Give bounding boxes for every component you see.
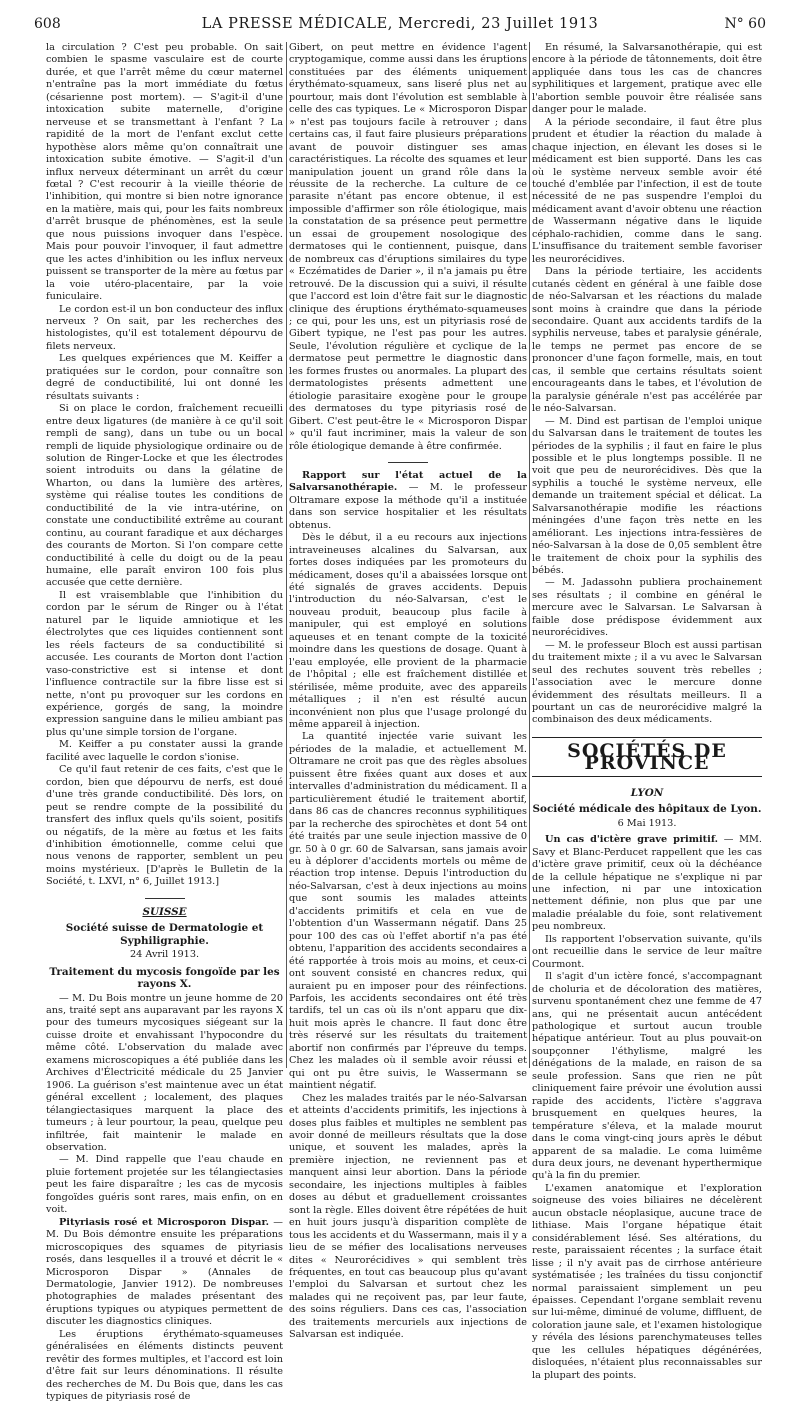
- separator-rule: [145, 898, 185, 899]
- column-2: [289, 42, 527, 1341]
- paragraph-text: — M. le professeur Oltramare expose la méthode qu'il a instituée dans son service hospitalier et les résultats obtenus.: [289, 482, 527, 531]
- session-date: 24 Avril 1913.: [129, 949, 200, 961]
- journal-title: LA PRESSE MÉDICALE, Mercredi, 23 Juillet 1913: [201, 16, 599, 32]
- article-title: Pityriasis rosé et Microsporon Dispar.: [59, 1216, 270, 1228]
- paragraph: Ils rapportent l'observation suivante, qu'ils ont recueillie dans le service de leur maître Courmont.: [532, 933, 762, 970]
- separator-rule: [388, 462, 428, 463]
- paragraph: [46, 1217, 283, 1329]
- article-title: Traitement du mycosis fongoïde par les rayons X.: [49, 965, 280, 991]
- paragraph: [289, 470, 527, 532]
- paragraph: Les éruptions érythémato-squameuses généralisées en éléments distincts peuvent revêtir des formes multiples, et l'accord est loin d'être fait sur leurs dénominations. Il résulte des recherches de M. Du Bois que, dans les cas typiques de pityriasis rosé de: [46, 1328, 283, 1403]
- society-heading: Société suisse de Dermatologie et Syphiligraphie.: [65, 922, 264, 947]
- paragraph: L'examen anatomique et l'exploration soigneuse des voies biliaires ne décelèrent aucun obstacle néoplasique, aucune trace de lithiase. Mais l'organe hépatique était considérablement lésé. Ses altérations, du reste, paraissaient récentes ; la surface était lisse ; il n'y avait pas de cirrhose antérieure systématisée ; les traînées du tissu conjonctif normal paraissaient simplement un peu épaisses. Cependant l'organe semblait revenu sur lui-même, diminué de volume, diffluent, de coloration jaune sale, et l'examen histologique y révéla des lésions parenchymateuses telles que les cellules hépatiques dégénérées, disloquées, n'étaient plus reconnaissables sur la plupart des points.: [532, 1182, 762, 1381]
- issue-number: N° 60: [724, 16, 766, 32]
- column-3: [532, 42, 763, 1381]
- paragraph: Dans la période tertiaire, les accidents cutanés cèdent en général à une faible dose de néo-Salvarsan et les réactions du malade sont moins à craindre que dans la période secondaire. Quant aux accidents tardifs de la syphilis nerveuse, tabes et paralysie générale, le temps ne permet pas encore de se prononcer d'une façon formelle, mais, en tout cas, il semble que certains résultats soient encourageants dans le tabes, et l'évolution de la paralysie générale n'est pas accélérée par le néo-Salvarsan.: [532, 266, 762, 415]
- paragraph: M. Keiffer a pu constater aussi la grande facilité avec laquelle le cordon s'ionise.: [46, 739, 283, 763]
- paragraph: [532, 834, 762, 934]
- paragraph: Il s'agit d'un ictère foncé, s'accompagnant de choluria et de décoloration des matières, survenu spontanément chez une femme de 47 ans, qui ne présentait aucun antécédent pathologique et surtout aucun trouble hépatique antérieur. Tout au plus pouvait-on soupçonner l'éthylisme, malgré les dénégations de la malade, en raison de sa seule profession. Sans que rien ne pût cliniquement faire prévoir une évolution aussi rapide des accidents, l'ictère s'aggrava brusquement en quelques heures, la température s'éleva, et la malade mourut dans le coma vingt-cinq jours après le début apparent de sa maladie. Le coma luimême dura deux jours, ne devenant hyperthermique qu'à la fin du premier.: [532, 971, 762, 1182]
- paragraph: Dès le début, il a eu recours aux injections intraveineuses alcalines du Salvarsan, aux fortes doses indiquées par les promoteurs du médicament, doses qu'il a abaissées lorsque ont été signalés de graves accidents. Depuis l'introduction du néo-Salvarsan, c'est le nouveau produit, beaucoup plus facile à manipuler, qui est employé en solutions aqueuses et en tenant compte de la toxicité moindre dans les questions de dosage. Quant à l'eau employée, elle provient de la pharmacie de l'hôpital ; elle est fraîchement distillée et stérilisée, même produite, avec des appareils métalliques ; il n'en est résulté aucun inconvénient non plus que l'usage prolongé du même appareil à injection.: [289, 532, 527, 731]
- paragraph: Les quelques expériences que M. Keiffer a pratiquées sur le cordon, pour connaître son degré de conductibilité, lui ont donné les résultats suivants :: [46, 353, 283, 402]
- paragraph: Si on place le cordon, fraîchement recueilli entre deux ligatures (de manière à ce qu'il soit rempli de sang), dans un tube ou un bocal rempli de liquide physiologique ordinaire ou de solution de Ringer-Locke et que les électrodes soient introduits ou dans la gélatine de Wharton, ou dans la lumière des artères, système qui réalise toutes les conditions de conductibilité de la vie intra-utérine, on constate une conductibilité extrême au courant continu, au courant faradique et aux décharges des courants de Morton. Si l'on compare cette conductibilité à celle du doigt ou de la peau humaine, elle paraît environ 100 fois plus accusée que cette dernière.: [46, 403, 283, 589]
- paragraph: — M. Dind rappelle que l'eau chaude en pluie fortement projetée sur les télangiectasies peut les faire disparaître ; les cas de mycosis fongoïdes guéris sont rares, mais enfin, on en voit.: [46, 1154, 283, 1216]
- session-date: 6 Mai 1913.: [617, 817, 677, 829]
- paragraph-text: — MM. Savy et Blanc-Perducet rappellent que les cas d'ictère grave primitif, ceux où la déchéance de la cellule hépatique ne s'explique ni par une infection, ni par une intoxication nettement définie, non plus que par une maladie préalable du foie, sont relativement peu nombreux.: [532, 834, 763, 933]
- paragraph: Le cordon est-il un bon conducteur des influx nerveux ? On sait, par les recherches des histologistes, qu'il est totalement dépourvu de filets nerveux.: [46, 303, 283, 352]
- paragraph: Ce qu'il faut retenir de ces faits, c'est que le cordon, bien que dépourvu de nerfs, est doué d'une très grande conductibilité. Dès lors, on peut se rendre compte de la possibilité du transfert des influx quels qu'ils soient, positifs ou négatifs, de la mère au fœtus et les faits d'inhibition émotionnelle, comme celui que nous venons de rapporter, semblent un peu moins mystérieux. [D'après le Bulletin de la Société, t. LXVI, n° 6, Juillet 1913.]: [46, 764, 283, 888]
- section-banner: SOCIÉTÉS DE PROVINCE: [532, 737, 762, 777]
- page-number: 608: [34, 16, 61, 32]
- article-title: Rapport sur l'état actuel de la Salvarsanothérapie.: [289, 469, 527, 494]
- paragraph: — M. Jadassohn publiera prochainement ses résultats ; il combine en général le mercure avec le Salvarsan. Le Salvarsan à faible dose prédispose évidemment aux neurorécidives.: [532, 577, 762, 639]
- column-rule-1: [286, 42, 287, 1068]
- society-heading: Société médicale des hôpitaux de Lyon.: [532, 803, 762, 816]
- page-header: [34, 14, 766, 38]
- paragraph: — M. Du Bois montre un jeune homme de 20 ans, traité sept ans auparavant par les rayons X pour des tumeurs mycosiques siégeant sur la cuisse droite et envahissant l'hypocondre du même côté. L'observation du malade avec examens microscopiques a été publiée dans les Archives d'Électricité médicale du 25 Janvier 1906. La guérison s'est maintenue avec un état général excellent ; localement, des plaques télangiectasiques marquent la place des tumeurs ; à leur pourtour, la peau, quelque peu infiltrée, fait maintenir le malade en observation.: [46, 992, 283, 1153]
- paragraph: — M. Dind est partisan de l'emploi unique du Salvarsan dans le traitement de toutes les périodes de la syphilis ; il faut en faire le plus possible et le plus longtemps possible. Il ne voit que peu de neurorécidives. Dès que la syphilis a touché le système nerveux, elle demande un traitement spécial et délicat. La Salvarsanothérapie modifie les réactions méningées d'une façon très nette en les améliorant. Les injections intra-fessières de néo-Salvarsan à la dose de 0,05 semblent être le traitement de choix pour la syphilis des bébés.: [532, 415, 762, 577]
- paragraph: Il est vraisemblable que l'inhibition du cordon par le sérum de Ringer ou à l'état naturel par le liquide amniotique et les électrolytes que ces liquides contiennent sont les réels facteurs de sa conductibilité si accusée. Les courants de Morton dont l'action vaso-constrictive est si intense et dont l'influence contractile sur la fibre lisse est si nette, n'ont pu provoquer sur les cordons en expérience, gorgés de sang, la moindre expression sanguine dans le milieu ambiant pas plus qu'une simple torsion de l'organe.: [46, 589, 283, 738]
- city-heading: LYON: [630, 786, 664, 799]
- paragraph: La quantité injectée varie suivant les périodes de la maladie, et actuellement M. Oltramare ne croit pas que des règles absolues puissent être fixées quant aux doses et aux intervalles d'administration du médicament. Il a particulièrement étudié le traitement abortif, dans 86 cas de chancres reconnus syphilitiques par la recherche des spirochètes et dont 54 ont été traités par une seule injection massive de 0 gr. 50 à 0 gr. 60 de Salvarsan, sans jamais avoir eu à déplorer d'accidents mortels ou même de réaction trop intense. Depuis l'introduction du néo-Salvarsan, c'est à deux injections au moins que sont soumis les malades atteints d'accidents primitifs et cela en vue de l'obtention d'un Wassermann négatif. Dans 25 pour 100 des cas où l'effet abortif n'a pas été obtenu, l'apparition des accidents secondaires a été rapportée à trois mois au moins, et ceux-ci ont souvent consisté en chancres redux, qui auraient pu en imposer pour des réinfections. Parfois, les accidents secondaires ont été très tardifs, tel un cas où ils n'ont apparu que dix-huit mois après le chancre. Il faut donc être très réservé sur les résultats du traitement abortif non confirmés par l'épreuve du temps. Chez les malades où il semble avoir réussi et qui ont pu être suivis, le Wassermann se maintient négatif.: [289, 731, 527, 1092]
- article-title: Un cas d'ictère grave primitif.: [545, 834, 719, 846]
- paragraph: la circulation ? C'est peu probable. On sait combien le spasme vasculaire est de courte durée, et que l'arrêt même du cœur maternel n'entraîne pas la mort immédiate du fœtus (césarienne post mortem). — S'agit-il d'une intoxication subite maternelle, d'origine nerveuse et se transmettant à l'enfant ? La rapidité de la mort de l'enfant exclut cette hypothèse alors même qu'on connaîtrait une intoxication subite émotive. — S'agit-il d'un influx nerveux déterminant un arrêt du cœur fœtal ? C'est recourir à la vieille théorie de l'inhibition, qui montre si bien notre ignorance en la matière, mais qui, pour les faits nombreux d'arrêt brusque de phénomènes, est la seule que nous puissions invoquer dans l'espèce. Mais pour pouvoir l'invoquer, il faut admettre que les actes d'inhibition ou les influx nerveux puissent se transporter de la mère au fœtus par la voie utéro-placentaire, par la voie funiculaire.: [46, 42, 283, 303]
- paragraph: — M. le professeur Bloch est aussi partisan du traitement mixte ; il a vu avec le Salvarsan seul des rechutes souvent très rebelles ; l'association avec le mercure donne évidemment des résultats meilleurs. Il a pourtant un cas de neurorécidive malgré la combinaison des deux médicaments.: [532, 639, 762, 726]
- paragraph: Chez les malades traités par le néo-Salvarsan et atteints d'accidents primitifs, les injections à doses plus faibles et multiples ne semblent pas avoir donné de meilleurs résultats que la dose unique, et souvent les malades, après la première injection, ne reviennent pas et manquent ainsi leur abortion. Dans la période secondaire, les injections multiples à faibles doses au début et graduellement croissantes sont la règle. Elles doivent être répétées de huit en huit jours jusqu'à disparition complète de tous les accidents et du Wassermann, mais il y a lieu de se méfier des localisations nerveuses dites « Neurorécidives » qui semblent très fréquentes, en tout cas beaucoup plus qu'avant l'emploi du Salvarsan et surtout chez les malades qui ne reçoivent pas, par leur faute, des soins réguliers. Dans ces cas, l'association des traitements mercuriels aux injections de Salvarsan est indiquée.: [289, 1092, 527, 1341]
- paragraph: Gibert, on peut mettre en évidence l'agent cryptogamique, comme aussi dans les éruptions constituées par des éléments uniquement érythémato-squameux, sans liseré plus net au pourtour, mais dont l'évolution est semblable à celle des cas typiques. Le « Microsporon Dispar » n'est pas toujours facile à retrouver ; dans certains cas, il faut faire plusieurs préparations avant de pouvoir distinguer ses amas caractéristiques. La récolte des squames et leur manipulation jouent un grand rôle dans la réussite de la recherche. La culture de ce parasite n'étant pas encore obtenue, il est impossible d'affirmer son rôle étiologique, mais la constatation de sa présence peut permettre un essai de groupement nosologique des dermatoses qui le contiennent, puisque, dans de nombreux cas d'éruptions similaires du type « Eczématides de Darier », il n'a jamais pu être retrouvé. De la discussion qui a suivi, il résulte que l'accord est loin d'être fait sur le diagnostic clinique des éruptions érythémato-squameuses ; ce qui, pour les uns, est un pityriasis rosé de Gibert typique, ne l'est pas pour les autres. Seule, l'évolution régulière et cyclique de la dermatose peut permettre le diagnostic dans les formes frustes ou anormales. La plupart des dermatologistes présents admettent une étiologie parasitaire exogène pour le groupe des dermatoses du type pityriasis rosé de Gibert. C'est peut-être le « Microsporon Dispar » qu'il faut incriminer, mais la valeur de son rôle étiologique demande à être confirmée.: [289, 42, 527, 452]
- column-1: [46, 42, 283, 1403]
- section-heading: SUISSE: [142, 905, 187, 918]
- paragraph: En résumé, la Salvarsanothérapie, qui est encore à la période de tâtonnements, doit être appliquée dans tous les cas de chancres syphilitiques et largement, pratique avec elle l'abortion semble pouvoir être réalisée sans danger pour le malade.: [532, 42, 762, 116]
- column-rule-2: [529, 42, 530, 1068]
- paragraph: A la période secondaire, il faut être plus prudent et étudier la réaction du malade à chaque injection, en élevant les doses si le médicament est bien supporté. Dans les cas où le système nerveux semble avoir été touché d'emblée par l'infection, il est de toute nécessité de ne pas suspendre l'emploi du médicament avant d'avoir obtenu une réaction de Wassermann négative dans le liquide céphalo-rachidien, comme dans le sang. L'insuffisance du traitement semble favoriser les neurorécidives.: [532, 116, 762, 265]
- paragraph-text: — M. Du Bois démontre ensuite les préparations microscopiques des squames de pityriasis rosés, dans lesquelles il a trouvé et décrit le « Microsporon Dispar » (Annales de Dermatologie, Janvier 1912). De nombreuses photographies de malades présentant des éruptions typiques ou atypiques permettent de discuter les diagnostics cliniques.: [46, 1216, 283, 1328]
